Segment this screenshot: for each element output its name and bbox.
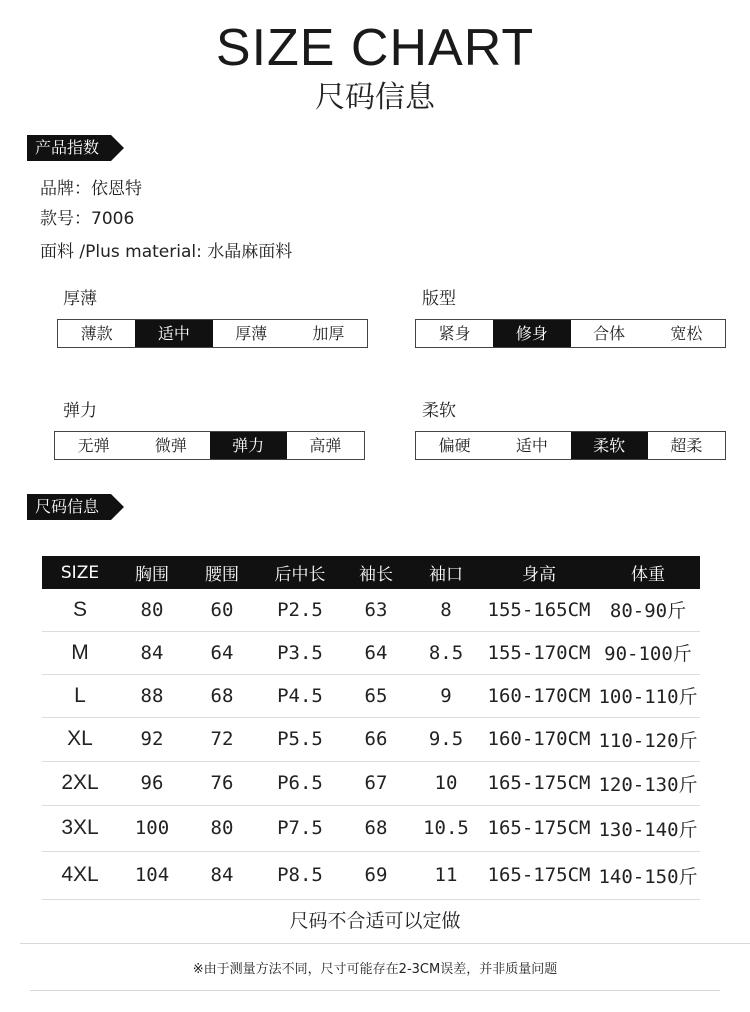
cell-cuff: 8 — [410, 589, 482, 631]
cell-chest: 100 — [118, 805, 186, 851]
cell-weight: 140-150斤 — [596, 851, 700, 899]
cell-weight: 90-100斤 — [596, 631, 700, 674]
thickness-option[interactable]: 加厚 — [312, 324, 345, 343]
header-sleeve-length: 袖长 — [342, 556, 410, 589]
cell-size: M — [42, 631, 118, 674]
cell-cuff: 10 — [410, 761, 482, 805]
cell-height: 160-170CM — [482, 717, 596, 761]
cell-weight: 120-130斤 — [596, 761, 700, 805]
material-line: 面料 /Plus material: 水晶麻面料 — [40, 242, 293, 262]
page-title-en: SIZE CHART — [215, 19, 535, 77]
fit-option[interactable]: 修身 — [493, 320, 570, 347]
page-title-cn: 尺码信息 — [315, 80, 435, 115]
table-row — [42, 674, 700, 717]
cell-height: 165-175CM — [482, 805, 596, 851]
header-weight: 体重 — [596, 556, 700, 589]
header-cuff: 袖口 — [410, 556, 482, 589]
thickness-selector — [57, 319, 368, 348]
softness-option[interactable]: 超柔 — [670, 436, 703, 455]
cell-weight: 130-140斤 — [596, 805, 700, 851]
fit-selector — [415, 319, 726, 348]
table-row — [42, 851, 700, 899]
cell-weight: 100-110斤 — [596, 674, 700, 717]
cell-weight: 110-120斤 — [596, 717, 700, 761]
cell-sleeve-length: 67 — [342, 761, 410, 805]
elasticity-selector — [54, 431, 365, 460]
cell-waist: 80 — [186, 805, 258, 851]
softness-option[interactable]: 适中 — [515, 436, 548, 455]
cell-height: 165-175CM — [482, 761, 596, 805]
cell-sleeve-length: 66 — [342, 717, 410, 761]
cell-back-length: P3.5 — [258, 631, 342, 674]
cell-height: 155-165CM — [482, 589, 596, 631]
elasticity-option[interactable]: 无弹 — [77, 436, 110, 455]
cell-back-length: P5.5 — [258, 717, 342, 761]
softness-option[interactable]: 偏硬 — [438, 436, 471, 455]
cell-chest: 104 — [118, 851, 186, 899]
table-row — [42, 717, 700, 761]
elasticity-option[interactable]: 弹力 — [210, 432, 287, 459]
cell-chest: 96 — [118, 761, 186, 805]
header-waist: 腰围 — [186, 556, 258, 589]
cell-back-length: P6.5 — [258, 761, 342, 805]
divider — [30, 990, 720, 991]
cell-waist: 60 — [186, 589, 258, 631]
thickness-option[interactable]: 薄款 — [80, 324, 113, 343]
cell-waist: 64 — [186, 631, 258, 674]
cell-weight: 80-90斤 — [596, 589, 700, 631]
table-header-row — [42, 556, 700, 589]
cell-waist: 68 — [186, 674, 258, 717]
header-back-length: 后中长 — [258, 556, 342, 589]
fit-option[interactable]: 宽松 — [670, 324, 703, 343]
header-height: 身高 — [482, 556, 596, 589]
header-chest: 胸围 — [118, 556, 186, 589]
cell-cuff: 11 — [410, 851, 482, 899]
cell-sleeve-length: 69 — [342, 851, 410, 899]
fit-option[interactable]: 合体 — [593, 324, 626, 343]
cell-height: 155-170CM — [482, 631, 596, 674]
cell-waist: 84 — [186, 851, 258, 899]
attr-label-thickness: 厚薄 — [63, 289, 97, 309]
cell-chest: 80 — [118, 589, 186, 631]
measurement-disclaimer: ※由于测量方法不同，尺寸可能存在2-3CM误差，并非质量问题 — [192, 962, 558, 977]
table-row — [42, 761, 700, 805]
custom-size-note: 尺码不合适可以定做 — [289, 910, 461, 932]
cell-back-length: P4.5 — [258, 674, 342, 717]
cell-cuff: 9.5 — [410, 717, 482, 761]
attr-label-softness: 柔软 — [422, 401, 456, 421]
section-tag-size: 尺码信息 — [27, 494, 111, 520]
table-row — [42, 631, 700, 674]
cell-chest: 92 — [118, 717, 186, 761]
table-row — [42, 805, 700, 851]
section-tag-product: 产品指数 — [27, 135, 111, 161]
cell-back-length: P8.5 — [258, 851, 342, 899]
table-row — [42, 589, 700, 631]
cell-back-length: P2.5 — [258, 589, 342, 631]
cell-chest: 88 — [118, 674, 186, 717]
cell-size: XL — [42, 717, 118, 761]
attr-label-fit: 版型 — [422, 289, 456, 309]
cell-sleeve-length: 64 — [342, 631, 410, 674]
cell-back-length: P7.5 — [258, 805, 342, 851]
softness-option[interactable]: 柔软 — [571, 432, 648, 459]
cell-waist: 76 — [186, 761, 258, 805]
cell-size: S — [42, 589, 118, 631]
cell-cuff: 8.5 — [410, 631, 482, 674]
cell-size: L — [42, 674, 118, 717]
cell-size: 3XL — [42, 805, 118, 851]
cell-cuff: 9 — [410, 674, 482, 717]
attr-label-elasticity: 弹力 — [63, 401, 97, 421]
cell-height: 160-170CM — [482, 674, 596, 717]
thickness-option[interactable]: 适中 — [135, 320, 212, 347]
header-size: SIZE — [42, 556, 118, 589]
size-table — [42, 556, 700, 900]
cell-chest: 84 — [118, 631, 186, 674]
cell-sleeve-length: 65 — [342, 674, 410, 717]
cell-size: 4XL — [42, 851, 118, 899]
elasticity-option[interactable]: 微弹 — [154, 436, 187, 455]
thickness-option[interactable]: 厚薄 — [235, 324, 268, 343]
model-line: 款号：7006 — [40, 209, 135, 229]
cell-cuff: 10.5 — [410, 805, 482, 851]
cell-sleeve-length: 68 — [342, 805, 410, 851]
cell-waist: 72 — [186, 717, 258, 761]
fit-option[interactable]: 紧身 — [438, 324, 471, 343]
brand-line: 品牌：依恩特 — [40, 179, 142, 199]
elasticity-option[interactable]: 高弹 — [309, 436, 342, 455]
cell-sleeve-length: 63 — [342, 589, 410, 631]
cell-size: 2XL — [42, 761, 118, 805]
softness-selector — [415, 431, 726, 460]
divider — [20, 943, 750, 944]
cell-height: 165-175CM — [482, 851, 596, 899]
